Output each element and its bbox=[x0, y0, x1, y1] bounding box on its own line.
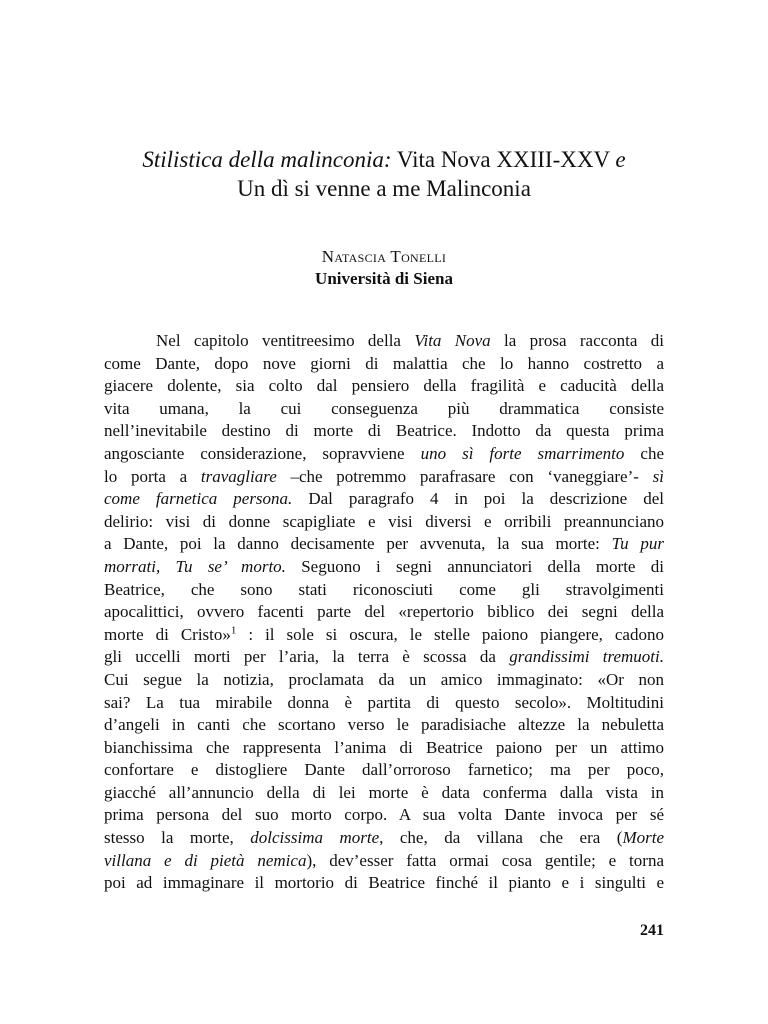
text-line: stesso la morte, dolcissima morte, che, da villana che era (Morte bbox=[104, 828, 664, 848]
text-line: vita umana, la cui conseguenza più drammatica consiste bbox=[104, 398, 664, 418]
title-e: e bbox=[615, 147, 626, 172]
author-block bbox=[0, 246, 768, 290]
title-italic: Stilistica della malinconia: bbox=[142, 147, 392, 172]
title-line-1 bbox=[0, 145, 768, 174]
text-line: giacere dolente, sia colto dal pensiero della fragilità e caducità della bbox=[104, 376, 664, 396]
text-line: a Dante, poi la danno decisamente per avvenuta, la sua morte: Tu pur bbox=[104, 534, 664, 554]
text-line: confortare e distogliere Dante dall’orroroso farnetico; ma per poco, bbox=[104, 760, 664, 780]
text-line: Beatrice, che sono stati riconosciuti come gli stravolgimenti bbox=[104, 579, 664, 599]
text-line: lo porta a travagliare –che potremmo parafrasare con ‘vaneggiare’- sì bbox=[104, 466, 664, 486]
text-line: poi ad immaginare il mortorio di Beatrice finché il pianto e i singulti e bbox=[104, 873, 664, 893]
text-line: apocalittici, ovvero facenti parte del «repertorio biblico dei segni della bbox=[104, 602, 664, 622]
author-affiliation: Università di Siena bbox=[315, 269, 453, 288]
text-line: Cui segue la notizia, proclamata da un amico immaginato: «Or non bbox=[104, 669, 664, 689]
text-line: villana e di pietà nemica), dev’esser fatta ormai cosa gentile; e torna bbox=[104, 850, 664, 870]
text-line: bianchissima che rappresenta l’anima di Beatrice paiono per un attimo bbox=[104, 737, 664, 757]
text-line: giacché all’annuncio della di lei morte è data conferma dalla vista in bbox=[104, 782, 664, 802]
text-line: come Dante, dopo nove giorni di malattia che lo hanno costretto a bbox=[104, 353, 664, 373]
footnote-marker[interactable]: 1 bbox=[230, 624, 237, 637]
text-line: angosciante considerazione, sopravviene uno sì forte smarrimento che bbox=[104, 443, 664, 463]
text-line: morrati, Tu se’ morto. Seguono i segni annunciatori della morte di bbox=[104, 556, 664, 576]
text-line: come farnetica persona. Dal paragrafo 4 in poi la descrizione del bbox=[104, 489, 664, 509]
text-line: sai? La tua mirabile donna è partita di questo secolo». Moltitudini bbox=[104, 692, 664, 712]
title-line-2: Un dì si venne a me Malinconia bbox=[237, 176, 531, 201]
body-paragraph bbox=[104, 330, 664, 895]
text-line: nell’inevitabile destino di morte di Beatrice. Indotto da questa prima bbox=[104, 421, 664, 441]
article-title bbox=[0, 145, 768, 203]
text-line: gli uccelli morti per l’aria, la terra è scossa da grandissimi tremuoti. bbox=[104, 647, 664, 667]
title-roman: Vita Nova XXIII-XXV bbox=[391, 147, 616, 172]
text-line: delirio: visi di donne scapigliate e visi diversi e orribili preannunciano bbox=[104, 511, 664, 531]
text-line: Nel capitolo ventitreesimo della Vita Nova la prosa racconta di bbox=[156, 331, 665, 350]
text-line: morte di Cristo»$^1$ : il sole si oscura, le stelle paiono piangere, cadono bbox=[104, 624, 664, 644]
text-line: d’angeli in canti che scortano verso le paradisiache altezze la nebuletta bbox=[104, 715, 664, 735]
text-line: prima persona del suo morto corpo. A sua volta Dante invoca per sé bbox=[104, 805, 664, 825]
page-number: 241 bbox=[640, 922, 664, 939]
author-name: Natascia Tonelli bbox=[321, 247, 447, 266]
